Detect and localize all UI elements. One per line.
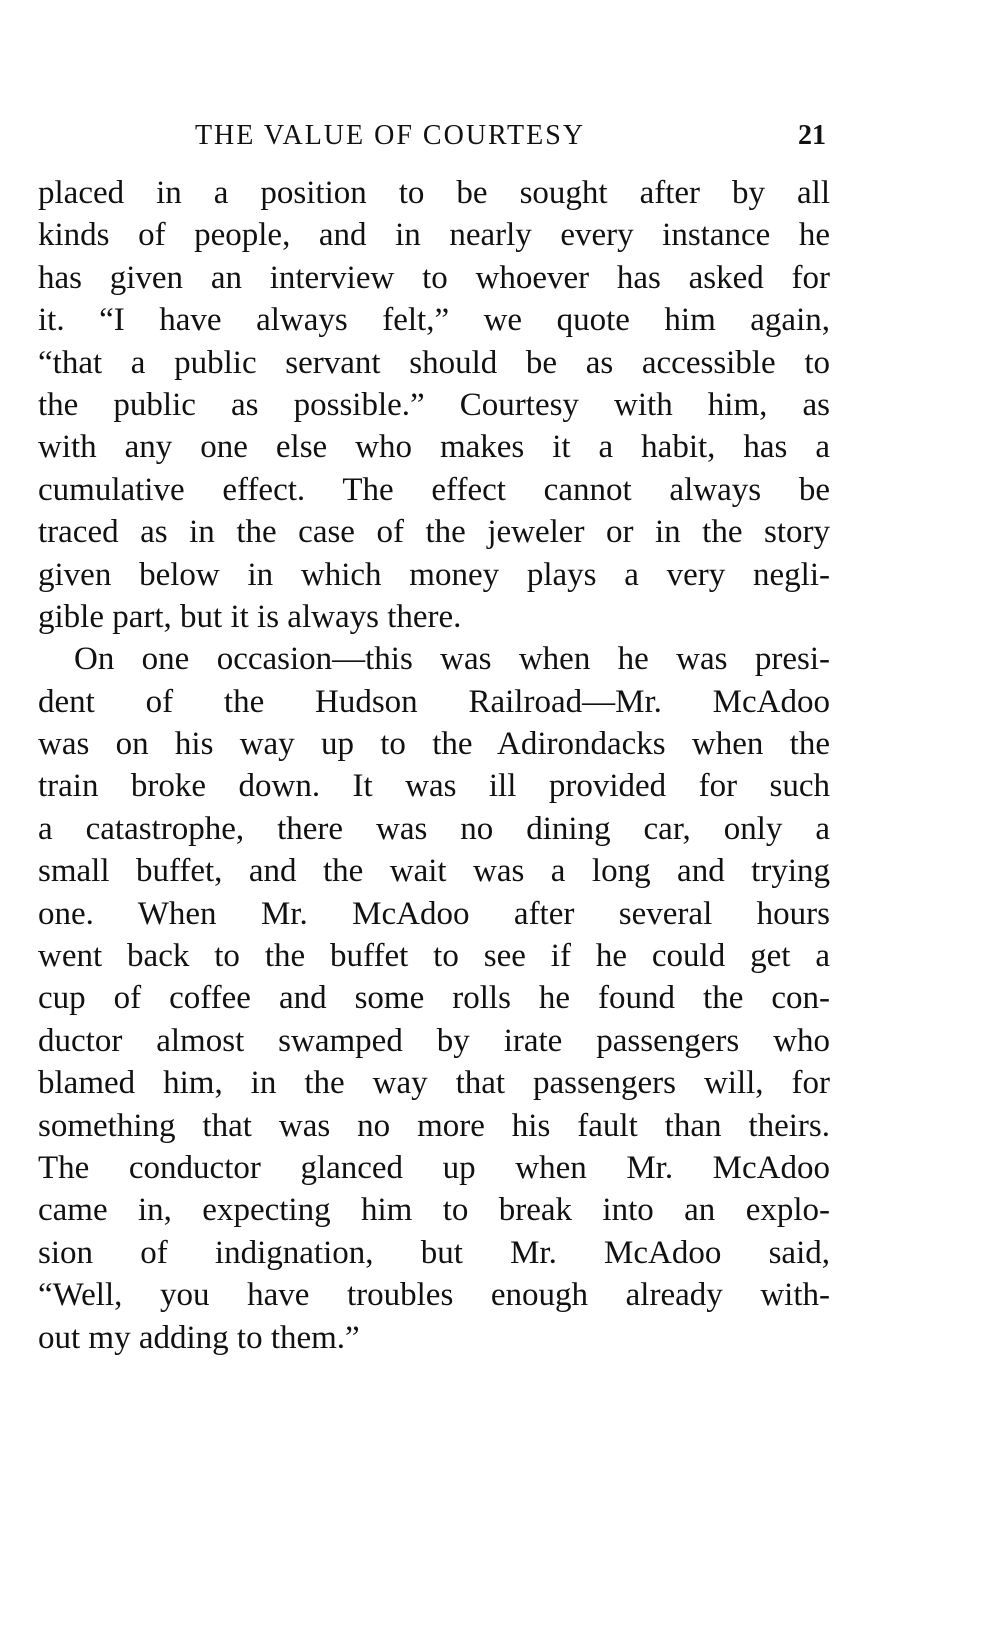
text-line: placed in a position to be sought after by all <box>38 175 830 211</box>
text-line: blamed him, in the way that passengers will, for <box>38 1065 830 1102</box>
text-line: On one occasion—this was when he was presi- <box>74 641 830 678</box>
text-line: was on his way up to the Adirondacks when the <box>38 726 830 763</box>
page-number: 21 <box>798 120 826 151</box>
text-line: “that a public servant should be as accessible to <box>38 344 830 381</box>
text-line: one. When Mr. McAdoo after several hours <box>38 895 830 932</box>
text-line: the public as possible.” Courtesy with him, as <box>38 386 830 423</box>
text-line: ductor almost swamped by irate passengers who <box>38 1022 830 1059</box>
text-line: small buffet, and the wait was a long and trying <box>38 853 830 890</box>
text-line: traced as in the case of the jeweler or in the story <box>38 514 830 551</box>
text-line: came in, expecting him to break into an explo- <box>38 1192 830 1229</box>
text-line: cup of coffee and some rolls he found the con- <box>38 980 830 1017</box>
text-line: dent of the Hudson Railroad—Mr. McAdoo <box>38 683 830 720</box>
text-line: it. “I have always felt,” we quote him again, <box>38 302 830 339</box>
text-line: “Well, you have troubles enough already with- <box>38 1277 830 1314</box>
text-line: cumulative effect. The effect cannot always be <box>38 471 830 508</box>
body-text <box>38 172 830 1359</box>
text-line: gible part, but it is always there. <box>38 598 462 635</box>
text-line: went back to the buffet to see if he could get a <box>38 938 830 975</box>
text-line: out my adding to them.” <box>38 1319 360 1356</box>
text-line: with any one else who makes it a habit, has a <box>38 429 830 466</box>
text-line: has given an interview to whoever has asked for <box>38 259 830 296</box>
text-line: something that was no more his fault than theirs. <box>38 1107 830 1144</box>
running-title: THE VALUE OF COURTESY <box>194 120 586 151</box>
text-line: The conductor glanced up when Mr. McAdoo <box>38 1149 830 1186</box>
text-line: kinds of people, and in nearly every instance he <box>38 217 830 254</box>
text-line: given below in which money plays a very negli- <box>38 556 830 593</box>
running-header <box>36 116 826 156</box>
text-line: train broke down. It was ill provided for such <box>38 768 830 805</box>
text-line: a catastrophe, there was no dining car, only a <box>38 810 830 847</box>
text-line: sion of indignation, but Mr. McAdoo said, <box>38 1234 830 1271</box>
